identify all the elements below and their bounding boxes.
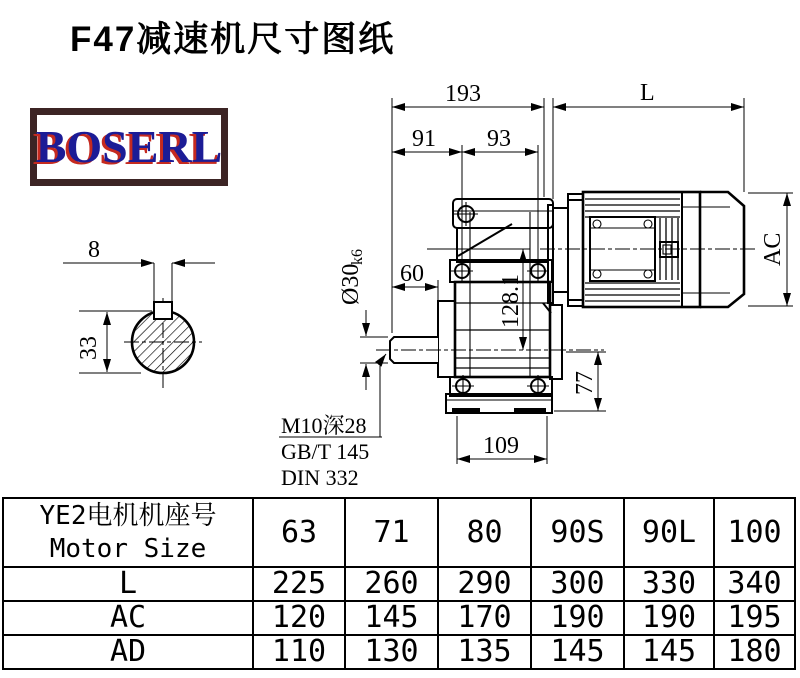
dim-foot-to-axis: 77 — [572, 371, 598, 395]
keyway-notch — [154, 302, 172, 319]
page-title: F47减速机尺寸图纸 — [70, 20, 396, 59]
motor-size-table — [2, 497, 796, 670]
dim-91: 91 — [412, 126, 436, 152]
cell-L-100: 340 — [714, 567, 795, 601]
header-motor-size-en: Motor Size — [49, 533, 207, 564]
cell-L-90s: 300 — [531, 567, 624, 601]
dim-shaft-diameter: Ø30 — [338, 263, 364, 305]
dim-gearbox-length: 193 — [445, 81, 481, 107]
note-din-standard: DIN 332 — [281, 465, 359, 490]
cell-AD-80: 135 — [438, 635, 531, 669]
header-col-100: 100 — [714, 498, 795, 567]
cell-AC-90l: 190 — [624, 601, 714, 635]
row-label-L: L — [3, 567, 253, 601]
table-row-AD — [3, 635, 795, 669]
cell-L-63: 225 — [253, 567, 345, 601]
note-gbt-standard: GB/T 145 — [281, 439, 370, 464]
cell-L-90l: 330 — [624, 567, 714, 601]
cell-AD-90s: 145 — [531, 635, 624, 669]
table-header-row — [3, 498, 795, 567]
dim-shaft-length: 60 — [400, 261, 424, 287]
header-col-90s: 90S — [531, 498, 624, 567]
cell-AC-90s: 190 — [531, 601, 624, 635]
motor-body — [540, 192, 756, 307]
shaft-section-view — [63, 237, 215, 390]
shaft-section-circle — [132, 311, 194, 373]
row-label-AD: AD — [3, 635, 253, 669]
cell-AD-100: 180 — [714, 635, 795, 669]
dim-motor-height: AC — [760, 232, 786, 266]
header-motor-size — [3, 498, 253, 567]
cell-AC-80: 170 — [438, 601, 531, 635]
dim-motor-length: L — [640, 80, 655, 106]
cell-L-80: 290 — [438, 567, 531, 601]
row-label-AC: AC — [3, 601, 253, 635]
cell-AC-71: 145 — [345, 601, 438, 635]
header-motor-size-cn: YE2电机机座号 — [39, 501, 217, 531]
cell-L-71: 260 — [345, 567, 438, 601]
header-col-71: 71 — [345, 498, 438, 567]
header-col-90l: 90L — [624, 498, 714, 567]
header-col-80: 80 — [438, 498, 531, 567]
dim-foot-length: 109 — [483, 433, 519, 459]
dim-93: 93 — [487, 126, 511, 152]
cell-AD-63: 110 — [253, 635, 345, 669]
dim-keyway-width: 8 — [88, 237, 100, 263]
header-col-63: 63 — [253, 498, 345, 567]
cell-AC-63: 120 — [253, 601, 345, 635]
boserl-logo-text: BOSERL — [35, 121, 223, 172]
cell-AD-71: 130 — [345, 635, 438, 669]
dim-key-height: 33 — [76, 336, 102, 360]
cell-AD-90l: 145 — [624, 635, 714, 669]
dim-axis-offset: 128.1 — [498, 274, 524, 328]
dimension-annotations — [279, 80, 793, 490]
cell-AC-100: 195 — [714, 601, 795, 635]
table-row-AC — [3, 601, 795, 635]
table-row-L — [3, 567, 795, 601]
dim-shaft-tolerance: k6 — [349, 249, 366, 265]
note-tap-hole: M10深28 — [281, 413, 367, 438]
